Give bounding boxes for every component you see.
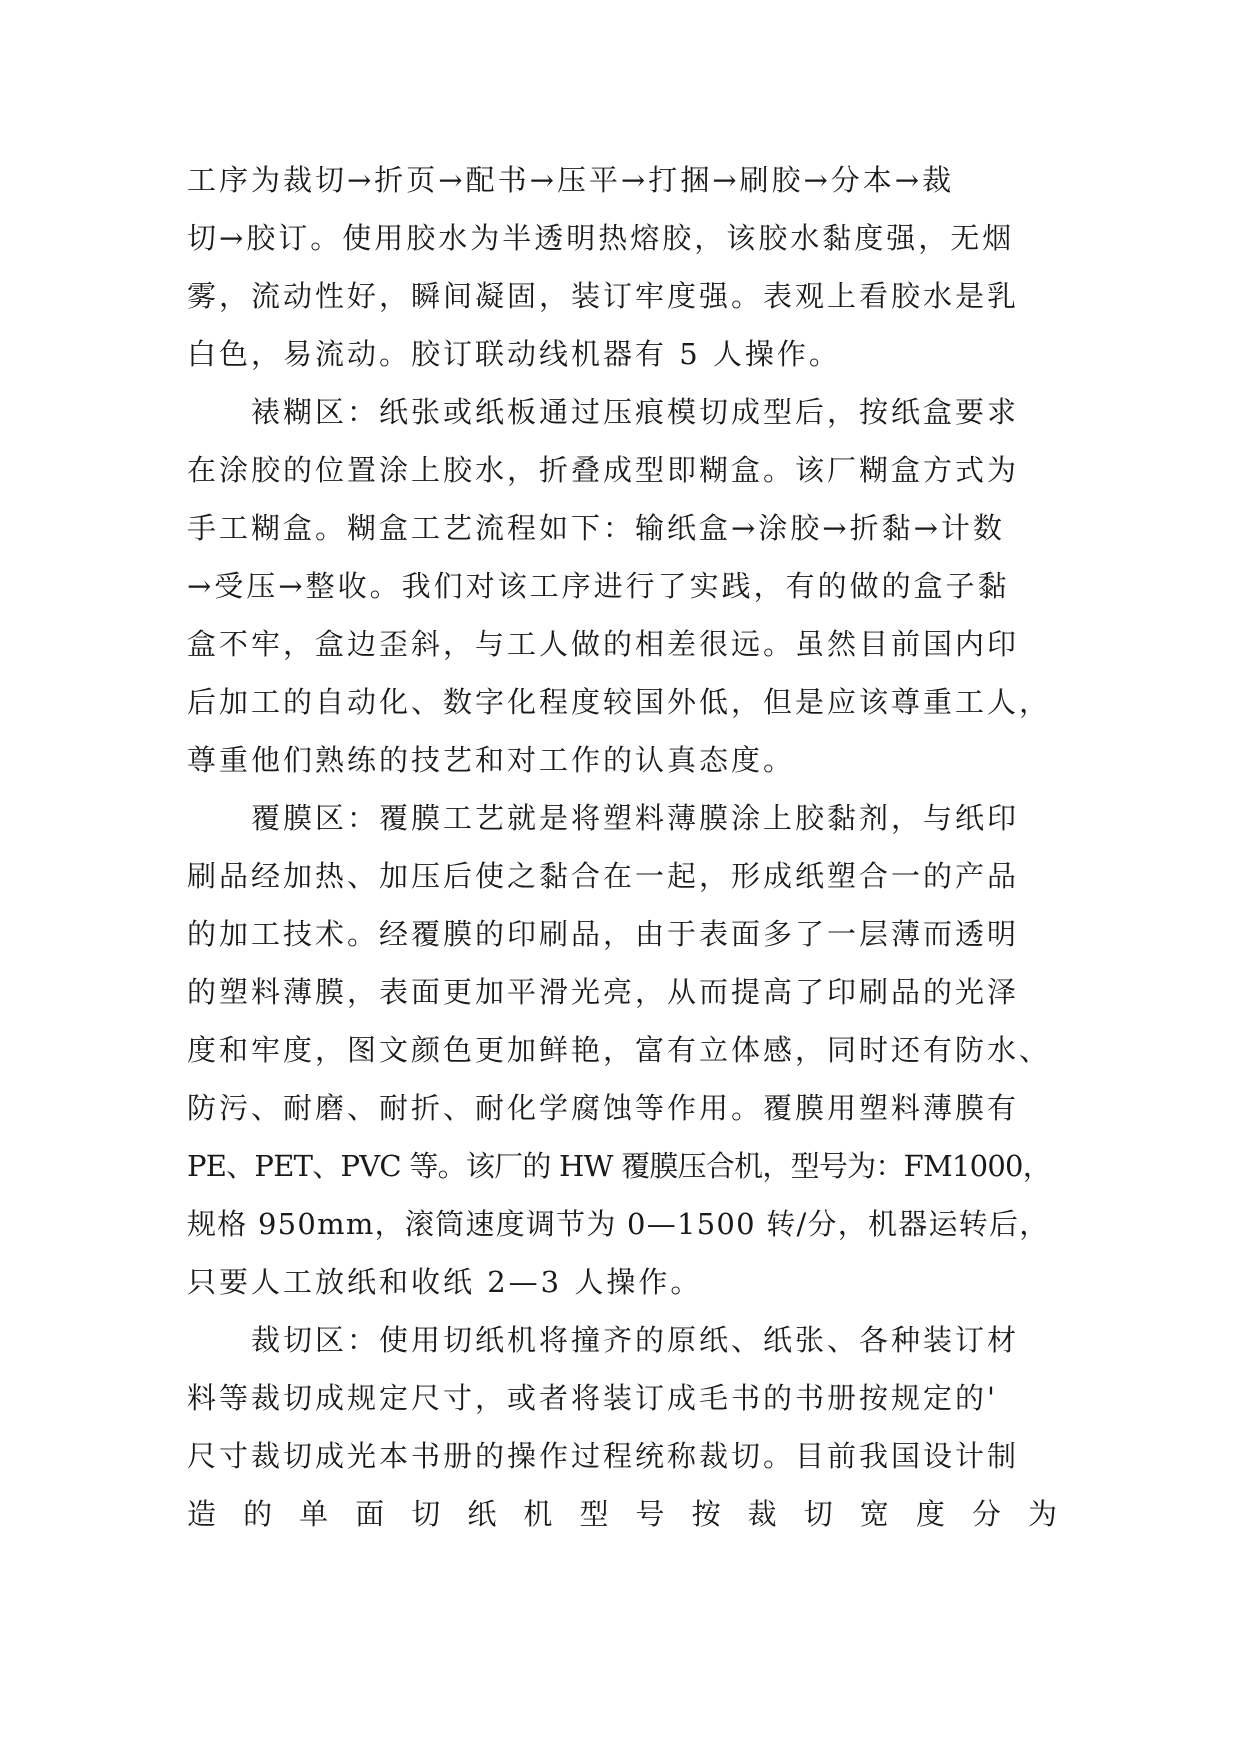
text-line: 料等裁切成规定尺寸，或者将装订成毛书的书册按规定的'	[187, 1381, 998, 1415]
text-line: 白色，易流动。胶订联动线机器有 5 人操作。	[187, 337, 841, 371]
body-text	[187, 151, 1057, 1543]
text-line: →受压→整收。我们对该工序进行了实践，有的做的盒子黏	[187, 569, 1010, 603]
text-line: PE、PET、PVC 等。该厂的 HW 覆膜压合机，型号为：FM1000，	[187, 1149, 1051, 1183]
text-line: 盒不牢，盒边歪斜，与工人做的相差很远。虽然目前国内印	[187, 627, 1020, 661]
text-line: 的加工技术。经覆膜的印刷品，由于表面多了一层薄而透明	[187, 917, 1020, 951]
text-line: 刷品经加热、加压后使之黏合在一起，形成纸塑合一的产品	[187, 859, 1020, 893]
text-line: 尊重他们熟练的技艺和对工作的认真态度。	[187, 743, 796, 777]
paragraph-start-line: 覆膜区：覆膜工艺就是将塑料薄膜涂上胶黏剂，与纸印	[251, 801, 1020, 835]
paragraph-start-line: 裱糊区：纸张或纸板通过压痕模切成型后，按纸盒要求	[251, 395, 1020, 429]
text-line: 后加工的自动化、数字化程度较国外低，但是应该尊重工人，	[187, 685, 1052, 719]
text-line: 雾，流动性好，瞬间凝固，装订牢度强。表观上看胶水是乳	[187, 279, 1020, 313]
text-line: 造 的 单 面 切 纸 机 型 号 按 裁 切 宽 度 分 为	[187, 1497, 1057, 1531]
text-line: 只要人工放纸和收纸 2—3 人操作。	[187, 1265, 703, 1299]
text-line: 度和牢度，图文颜色更加鲜艳，富有立体感，同时还有防水、	[187, 1033, 1052, 1067]
text-line: 的塑料薄膜，表面更加平滑光亮，从而提高了印刷品的光泽	[187, 975, 1020, 1009]
text-line: 防污、耐磨、耐折、耐化学腐蚀等作用。覆膜用塑料薄膜有	[187, 1091, 1020, 1125]
text-line: 手工糊盒。糊盒工艺流程如下：输纸盒→涂胶→折黏→计数	[187, 511, 1005, 545]
text-line: 在涂胶的位置涂上胶水，折叠成型即糊盒。该厂糊盒方式为	[187, 453, 1020, 487]
text-line: 规格 950mm，滚筒速度调节为 0—1500 转/分，机器运转后，	[187, 1207, 1050, 1241]
text-line: 切→胶订。使用胶水为半透明热熔胶，该胶水黏度强，无烟	[187, 221, 1015, 255]
text-line: 工序为裁切→折页→配书→压平→打捆→刷胶→分本→裁	[187, 163, 955, 197]
text-line: 尺寸裁切成光本书册的操作过程统称裁切。目前我国设计制	[187, 1439, 1020, 1473]
paragraph-start-line: 裁切区：使用切纸机将撞齐的原纸、纸张、各种装订材	[251, 1323, 1020, 1357]
